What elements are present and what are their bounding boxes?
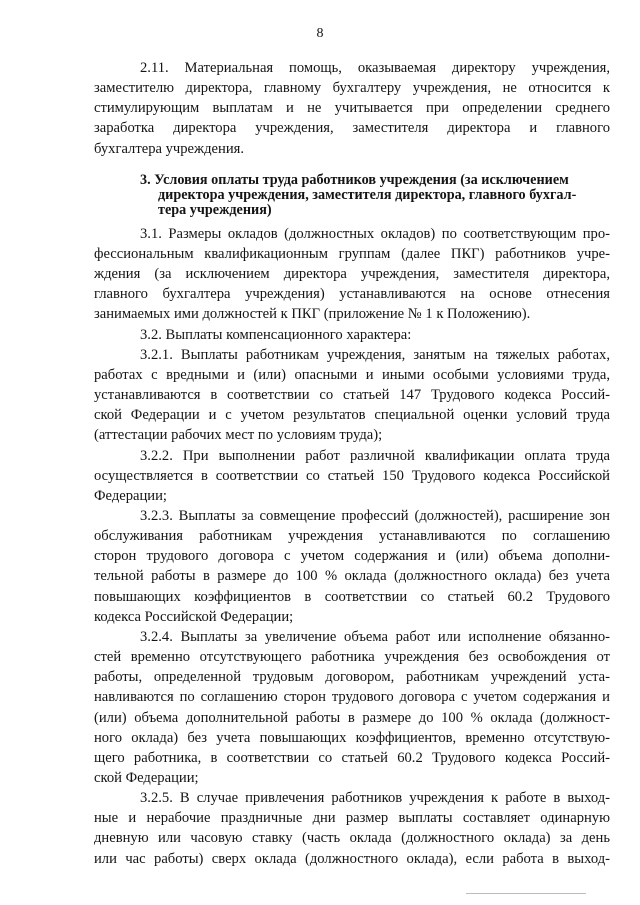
paragraph-2-11 [94, 58, 610, 159]
paragraph-3-1 [94, 224, 610, 325]
text-line: заместителю директора, главному бухгалтеру учреждения, не относится к [94, 80, 610, 97]
text-line: щего работника, в соответствии со статьей 60.2 Трудового кодекса Россий- [94, 749, 610, 766]
text-line: заработка директора учреждения, заместителя директора и главного [94, 120, 610, 137]
heading-line: 3. Условия оплаты труда работников учреждения (за исключением [140, 171, 569, 188]
text-line: ской Федерации и с учетом результатов специальной оценки условий труда [94, 407, 610, 424]
paragraph-3-2-2 [94, 446, 610, 506]
text-line: работах с вредными и (или) опасными и иными особыми условиями труда, [94, 366, 610, 383]
paragraph-3-2-4 [94, 627, 610, 788]
text-line: ного оклада) без учета повышающих коэффициентов, временно отсутствую- [94, 729, 610, 746]
text-line: обслуживания работникам учреждения устанавливаются по соглашению [94, 528, 610, 545]
text-line: тельной работы в размере до 100 % оклада (должностного оклада) без учета [94, 568, 610, 585]
text-line: ской Федерации; [94, 770, 199, 786]
paragraph-3-2-3 [94, 506, 610, 627]
page-number: 8 [316, 26, 324, 41]
text-line: бухгалтера учреждения. [94, 140, 244, 157]
text-line: занимаемых ими должностей к ПКГ (приложение № 1 к Положению). [94, 306, 531, 323]
paragraph-3-2-5 [94, 788, 610, 869]
heading-line: директора учреждения, заместителя директора, главного бухгал- [158, 186, 577, 203]
text-line: дневную или часовую ставку (часть оклада (должностного оклада) за день [94, 830, 610, 847]
text-line: 3.2.5. В случае привлечения работников учреждения к работе в выход- [140, 790, 610, 807]
text-line: 3.2.1. Выплаты работникам учреждения, занятым на тяжелых работах, [140, 346, 610, 363]
text-line: Федерации; [94, 487, 167, 504]
text-line: устанавливаются в соответствии со статьей 147 Трудового кодекса Россий- [94, 387, 610, 404]
text-line: главного бухгалтера учреждения) устанавливаются на основе отнесения [94, 286, 610, 303]
text-line: навливаются по соглашению сторон трудового договора с учетом содержания и [94, 689, 610, 706]
heading-line: тера учреждения) [158, 201, 272, 218]
document-body [94, 58, 610, 869]
section-3-heading [94, 173, 610, 218]
text-line: осуществляется в соответствии со статьей 150 Трудового кодекса Российской [94, 467, 610, 484]
text-line: ные и нерабочие праздничные дни размер выплаты составляет одинарную [94, 810, 610, 827]
text-line: кодекса Российской Федерации; [94, 608, 294, 625]
paragraph-3-2 [94, 325, 610, 345]
text-line: сторон трудового договора с учетом содержания и (или) объема дополни- [94, 548, 610, 565]
text-line: ждения (за исключением директора учреждения, заместителя директора, [94, 266, 610, 283]
text-line: стимулирующим выплатам и не учитывается при определении среднего [94, 100, 610, 117]
text-line: 3.2.4. Выплаты за увеличение объема работ или исполнение обязанно- [140, 628, 610, 645]
text-line: 3.1. Размеры окладов (должностных окладов) по соответствующим про- [140, 225, 610, 242]
text-line: работы, определенной трудовым договором, работникам учреждений уста- [94, 669, 610, 686]
text-line: стей временно отсутствующего работника учреждения без освобождения от [94, 649, 610, 666]
text-line: повышающих коэффициентов в соответствии со статьей 60.2 Трудового [94, 588, 610, 605]
text-line: 2.11. Материальная помощь, оказываемая директору учреждения, [140, 60, 610, 76]
text-line: (аттестации рабочих мест по условиям труда); [94, 427, 383, 444]
text-line: 3.2. Выплаты компенсационного характера: [140, 326, 412, 343]
text-line: (или) объема дополнительной работы в размере до 100 % оклада (должност- [94, 709, 610, 726]
text-line: фессиональным квалификационным группам (далее ПКГ) работников учре- [94, 245, 610, 262]
scan-edge-mark [466, 893, 586, 894]
text-line: 3.2.2. При выполнении работ различной квалификации оплата труда [140, 447, 610, 464]
paragraph-3-2-1 [94, 345, 610, 446]
text-line: или час работы) сверх оклада (должностного оклада), если работа в выход- [94, 850, 610, 867]
text-line: 3.2.3. Выплаты за совмещение профессий (должностей), расширение зон [140, 507, 610, 524]
